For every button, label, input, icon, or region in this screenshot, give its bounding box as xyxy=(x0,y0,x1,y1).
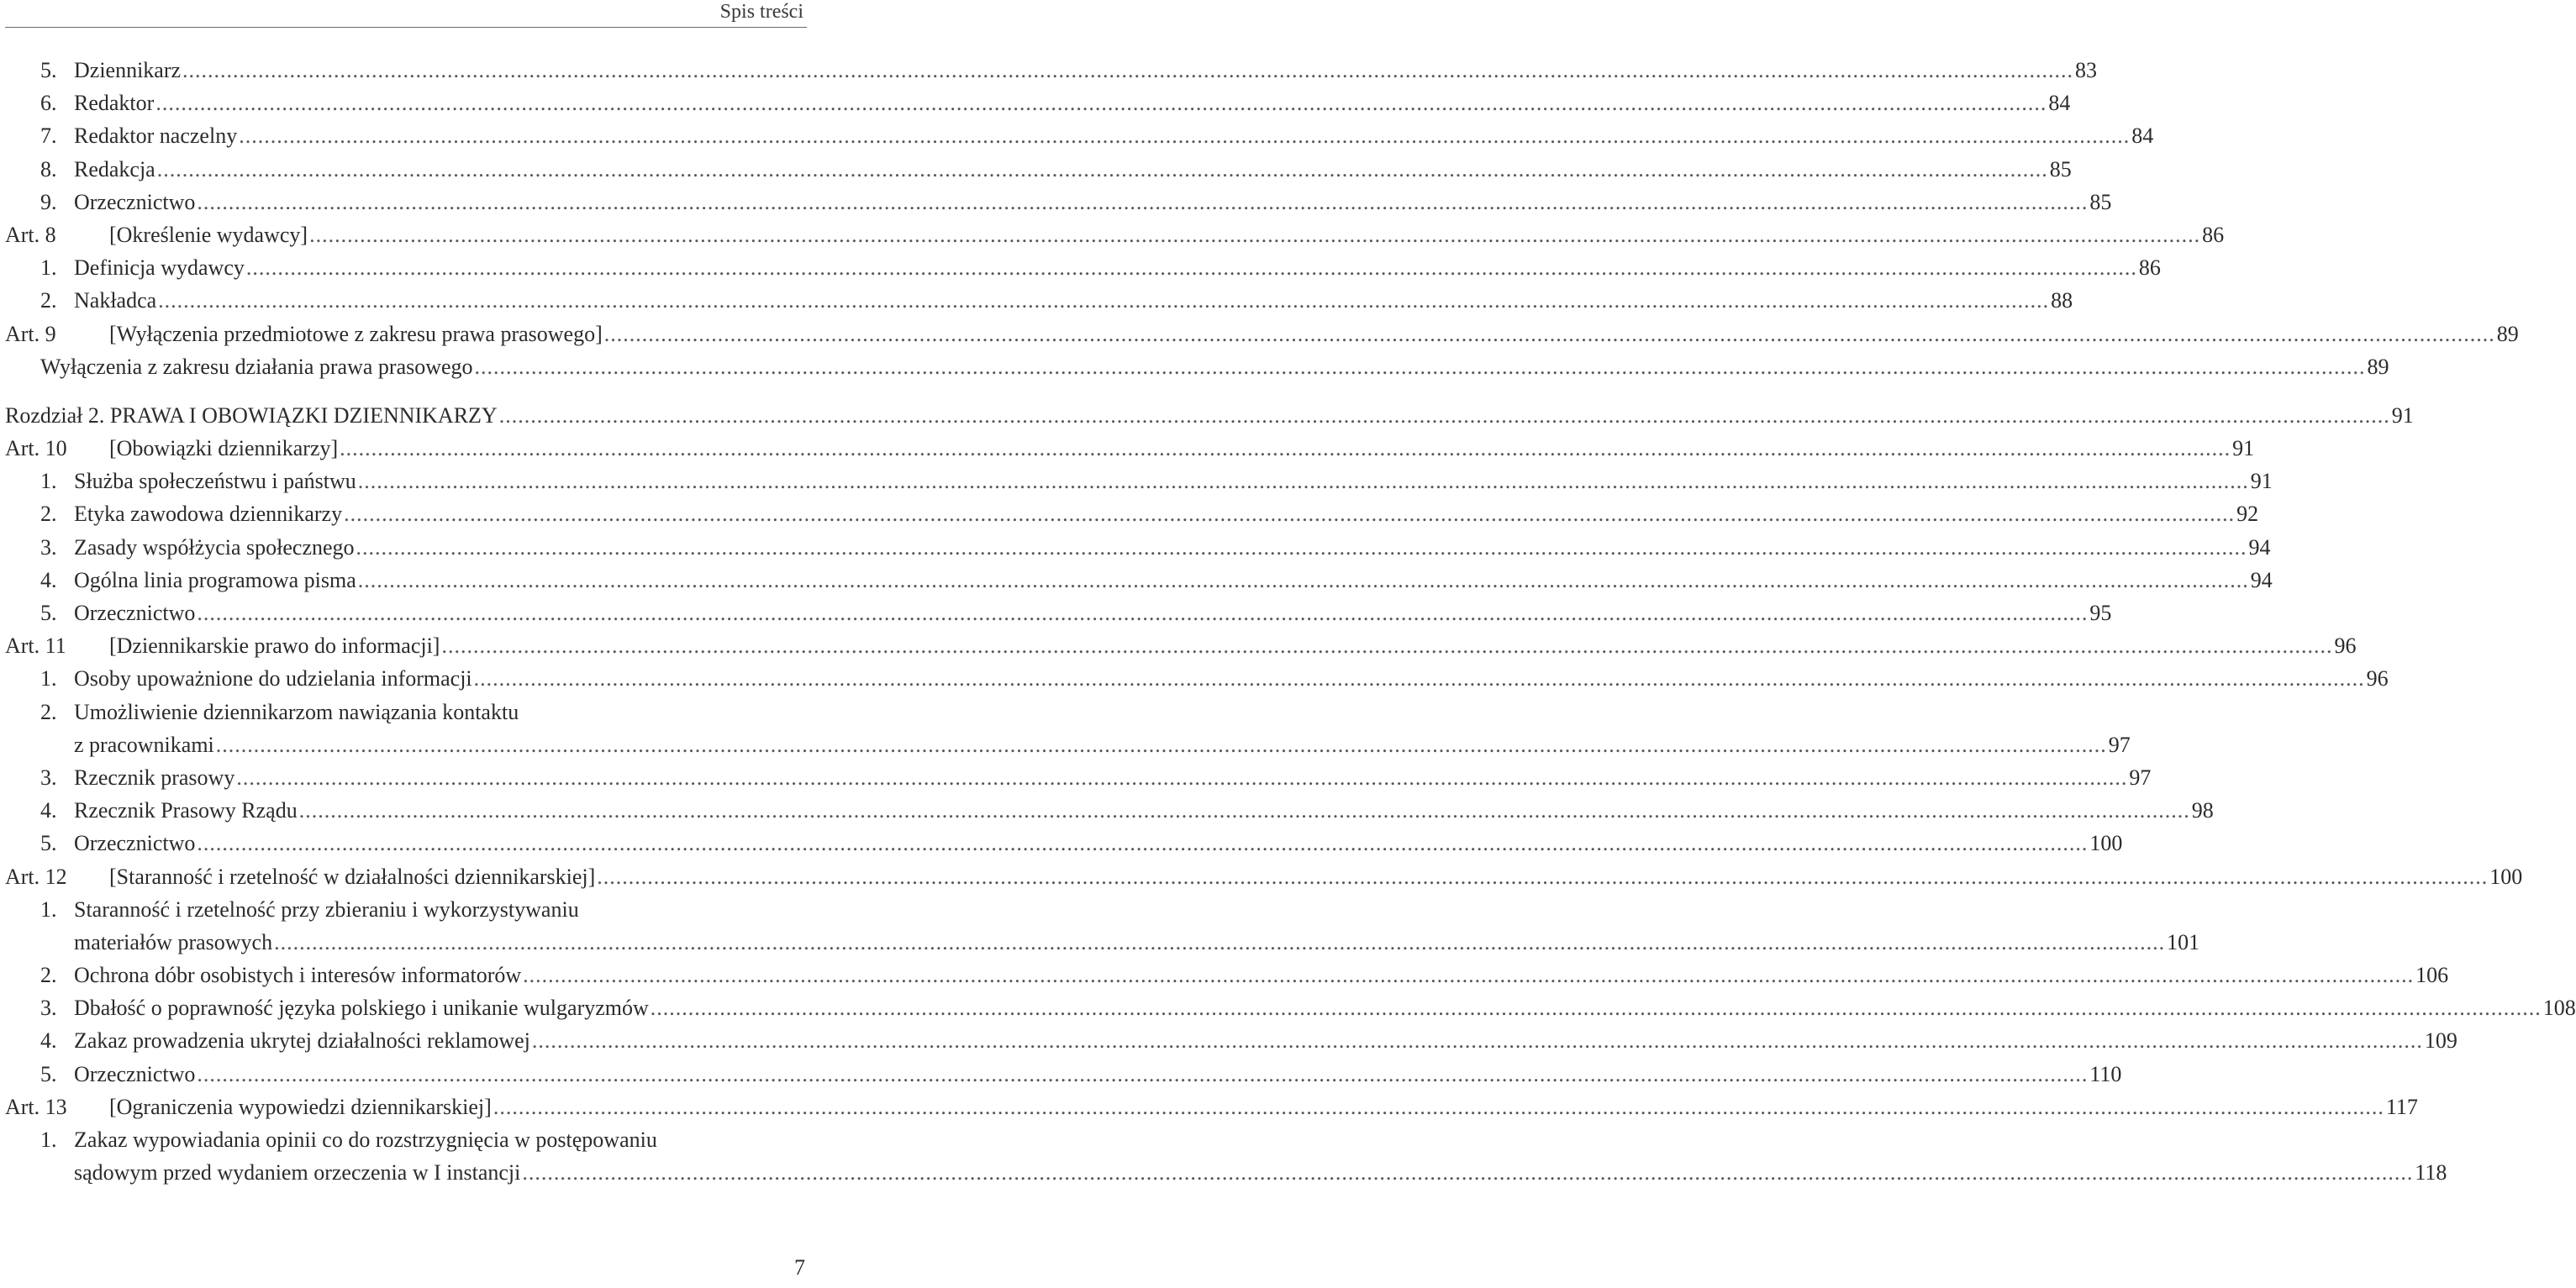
toc-item-entry xyxy=(0,564,2273,597)
entry-title-continued: materiałów prasowych xyxy=(74,929,273,954)
dot-leader: ............................................................................................................................................................................................................................................................................................................ xyxy=(357,469,2249,494)
page-ref: 88 xyxy=(2051,288,2073,313)
toc-item-entry xyxy=(0,794,2214,827)
toc-item-entry xyxy=(0,531,2271,564)
page-ref: 100 xyxy=(2489,864,2523,889)
dot-leader: ............................................................................................................................................................................................................................................................................................................ xyxy=(156,156,2048,181)
page-ref: 84 xyxy=(2131,124,2154,149)
page-ref: 97 xyxy=(2129,765,2152,790)
entry-title: Rzecznik Prasowy Rządu xyxy=(74,798,298,823)
page-ref: 91 xyxy=(2232,436,2255,461)
item-number: 3. xyxy=(40,534,57,560)
item-number: 8. xyxy=(40,156,57,181)
dot-leader: ............................................................................................................................................................................................................................................................................................................ xyxy=(523,963,2415,988)
toc-item-entry xyxy=(0,662,2389,695)
item-number: 2. xyxy=(40,502,57,527)
page-ref: 85 xyxy=(2049,156,2072,181)
dot-leader: ............................................................................................................................................................................................................................................................................................................ xyxy=(197,831,2089,856)
toc-item-entry xyxy=(0,827,2123,860)
entry-title: Ochrona dóbr osobistych i interesów informatorów xyxy=(74,963,522,988)
entry-title: Definicja wydawcy xyxy=(74,255,245,281)
dot-leader: ............................................................................................................................................................................................................................................................................................................ xyxy=(182,58,2074,82)
toc-item-entry xyxy=(0,893,2200,959)
toc-article-entry xyxy=(0,629,2357,662)
dot-leader: ............................................................................................................................................................................................................................................................................................................ xyxy=(236,765,2128,790)
page-ref: 84 xyxy=(2048,91,2071,116)
entry-title: Zakaz prowadzenia ukrytej działalności reklamowej xyxy=(74,1028,530,1054)
page-ref: 86 xyxy=(2138,255,2161,281)
entry-title: Redaktor naczelny xyxy=(74,124,238,149)
toc-item-entry xyxy=(0,959,2449,991)
item-number: 6. xyxy=(40,91,57,116)
dot-leader: ............................................................................................................................................................................................................................................................................................................ xyxy=(498,402,2390,428)
toc-item-entry xyxy=(0,696,2131,761)
item-number: 1. xyxy=(40,469,57,494)
entry-title: Rozdział 2. PRAWA I OBOWIĄZKI DZIENNIKARZY xyxy=(5,402,498,428)
item-number: 4. xyxy=(40,798,57,823)
dot-leader: ............................................................................................................................................................................................................................................................................................................ xyxy=(197,601,2089,625)
page-ref: 91 xyxy=(2391,402,2414,428)
dot-leader: ............................................................................................................................................................................................................................................................................................................ xyxy=(531,1028,2423,1054)
entry-title: Dziennikarz xyxy=(74,58,182,82)
entry-title: Ogólna linia programowa pisma xyxy=(74,567,356,592)
entry-title: Redaktor xyxy=(74,91,155,116)
toc-article-entry xyxy=(0,1091,2418,1123)
entry-title: Zasady współżycia społecznego xyxy=(74,534,355,560)
item-number: 2. xyxy=(40,288,57,313)
toc-article-entry xyxy=(0,432,2255,465)
page-ref: 100 xyxy=(2089,831,2123,856)
toc-item-entry xyxy=(0,153,2072,186)
toc-item-entry xyxy=(0,87,2071,119)
page-ref: 106 xyxy=(2415,963,2449,988)
toc-article-entry xyxy=(0,218,2225,251)
page-ref: 94 xyxy=(2250,567,2273,592)
page-ref: 98 xyxy=(2191,798,2214,823)
running-header-title: Spis treści xyxy=(719,1,803,23)
entry-title: [Wyłączenia przedmiotowe z zakresu prawa prasowego] xyxy=(109,321,603,346)
entry-title: Dbałość o poprawność języka polskiego i unikanie wulgaryzmów xyxy=(74,996,649,1021)
item-number: 5. xyxy=(40,58,57,82)
item-number: 5. xyxy=(40,601,57,625)
dot-leader: ............................................................................................................................................................................................................................................................................................................ xyxy=(309,222,2201,247)
dot-leader: ............................................................................................................................................................................................................................................................................................................ xyxy=(298,798,2190,823)
item-number: 2. xyxy=(40,963,57,988)
toc-item-entry xyxy=(0,597,2112,629)
toc-item-entry xyxy=(0,119,2154,152)
dot-leader: ............................................................................................................................................................................................................................................................................................................ xyxy=(155,91,2047,116)
page-ref: 89 xyxy=(2496,321,2519,346)
item-number: 3. xyxy=(40,996,57,1021)
page-ref: 95 xyxy=(2089,601,2112,625)
entry-title: Osoby upoważnione do udzielania informacji xyxy=(74,666,472,691)
entry-title: [Dziennikarskie prawo do informacji] xyxy=(109,633,440,659)
dot-leader: ............................................................................................................................................................................................................................................................................................................ xyxy=(356,534,2247,560)
page-ref: 85 xyxy=(2089,189,2112,214)
dot-leader: ............................................................................................................................................................................................................................................................................................................ xyxy=(197,189,2089,214)
dot-leader: ............................................................................................................................................................................................................................................................................................................ xyxy=(441,633,2333,659)
page-ref: 110 xyxy=(2089,1061,2122,1086)
toc-item-entry xyxy=(0,465,2273,497)
entry-title: [Określenie wydawcy] xyxy=(109,222,308,247)
entry-title: Orzecznictwo xyxy=(74,831,196,856)
dot-leader: ............................................................................................................................................................................................................................................................................................................ xyxy=(597,864,2489,889)
entry-title-continued: z pracownikami xyxy=(74,732,214,757)
toc-article-entry xyxy=(0,860,2523,893)
item-number: 4. xyxy=(40,1028,57,1054)
page-ref: 86 xyxy=(2202,222,2225,247)
entry-title: Etyka zawodowa dziennikarzy xyxy=(74,502,343,527)
running-header xyxy=(0,0,807,29)
toc-item-entry xyxy=(0,991,2576,1024)
entry-title: Rzecznik prasowy xyxy=(74,765,235,790)
item-number: 7. xyxy=(40,124,57,149)
table-of-contents xyxy=(0,54,2576,1189)
page-ref: 97 xyxy=(2108,732,2131,757)
item-number: 1. xyxy=(40,896,57,922)
article-number: Art. 13 xyxy=(5,1094,67,1119)
toc-item-entry xyxy=(0,284,2073,317)
page-ref: 89 xyxy=(2367,354,2389,379)
article-number: Art. 11 xyxy=(5,633,66,659)
dot-leader: ............................................................................................................................................................................................................................................................................................................ xyxy=(650,996,2542,1021)
toc-item-entry xyxy=(0,54,2098,87)
page-ref: 101 xyxy=(2167,929,2200,954)
dot-leader: ............................................................................................................................................................................................................................................................................................................ xyxy=(603,321,2495,346)
item-number: 9. xyxy=(40,189,57,214)
article-number: Art. 12 xyxy=(5,864,67,889)
dot-leader: ............................................................................................................................................................................................................................................................................................................ xyxy=(474,354,2366,379)
dot-leader: ............................................................................................................................................................................................................................................................................................................ xyxy=(473,666,2365,691)
item-number: 4. xyxy=(40,567,57,592)
entry-title: [Obowiązki dziennikarzy] xyxy=(109,436,339,461)
toc-item-entry xyxy=(0,761,2152,794)
toc-plain-entry xyxy=(0,350,2389,383)
dot-leader: ............................................................................................................................................................................................................................................................................................................ xyxy=(197,1061,2089,1086)
dot-leader: ............................................................................................................................................................................................................................................................................................................ xyxy=(274,929,2166,954)
page-ref: 108 xyxy=(2542,996,2576,1021)
article-number: Art. 8 xyxy=(5,222,56,247)
page-ref: 91 xyxy=(2250,469,2273,494)
entry-title: Nakładca xyxy=(74,288,157,313)
entry-title: Staranność i rzetelność przy zbieraniu i wykorzystywaniu xyxy=(74,896,579,922)
entry-title: [Staranność i rzetelność w działalności dziennikarskiej] xyxy=(109,864,596,889)
page-ref: 118 xyxy=(2415,1160,2447,1185)
page-ref: 117 xyxy=(2385,1094,2418,1119)
entry-title: Służba społeczeństwu i państwu xyxy=(74,469,356,494)
item-number: 5. xyxy=(40,1061,57,1086)
header-rule xyxy=(5,27,807,28)
item-number: 1. xyxy=(40,666,57,691)
entry-title: Umożliwienie dziennikarzom nawiązania kontaktu xyxy=(74,699,519,724)
page-ref: 96 xyxy=(2366,666,2389,691)
article-number: Art. 9 xyxy=(5,321,56,346)
dot-leader: ............................................................................................................................................................................................................................................................................................................ xyxy=(340,436,2231,461)
entry-title-continued: sądowym przed wydaniem orzeczenia w I instancji xyxy=(74,1160,521,1185)
entry-title: Zakaz wypowiadania opinii co do rozstrzygnięcia w postępowaniu xyxy=(74,1128,657,1153)
entry-title: Orzecznictwo xyxy=(74,1061,196,1086)
toc-item-entry xyxy=(0,186,2112,218)
dot-leader: ............................................................................................................................................................................................................................................................................................................ xyxy=(245,255,2137,281)
toc-item-entry xyxy=(0,497,2259,530)
entry-title: Redakcja xyxy=(74,156,155,181)
toc-item-entry xyxy=(0,1058,2122,1091)
entry-title: Orzecznictwo xyxy=(74,601,196,625)
page-ref: 109 xyxy=(2424,1028,2457,1054)
dot-leader: ............................................................................................................................................................................................................................................................................................................ xyxy=(522,1160,2414,1185)
item-number: 1. xyxy=(40,1128,57,1153)
dot-leader: ............................................................................................................................................................................................................................................................................................................ xyxy=(344,502,2236,527)
entry-title: [Ograniczenia wypowiedzi dziennikarskiej] xyxy=(109,1094,492,1119)
page-ref: 96 xyxy=(2334,633,2357,659)
toc-chapter-entry xyxy=(0,399,2414,432)
toc-item-entry xyxy=(0,251,2161,284)
page-number: 7 xyxy=(794,1255,805,1280)
dot-leader: ............................................................................................................................................................................................................................................................................................................ xyxy=(239,124,2131,149)
entry-title: Wyłączenia z zakresu działania prawa prasowego xyxy=(40,354,473,379)
dot-leader: ............................................................................................................................................................................................................................................................................................................ xyxy=(158,288,2050,313)
item-number: 5. xyxy=(40,831,57,856)
toc-article-entry xyxy=(0,318,2519,350)
item-number: 1. xyxy=(40,255,57,281)
toc-item-entry xyxy=(0,1024,2457,1057)
dot-leader: ............................................................................................................................................................................................................................................................................................................ xyxy=(493,1094,2384,1119)
entry-title: Orzecznictwo xyxy=(74,189,196,214)
toc-item-entry xyxy=(0,1123,2447,1189)
item-number: 2. xyxy=(40,699,57,724)
dot-leader: ............................................................................................................................................................................................................................................................................................................ xyxy=(357,567,2249,592)
page-ref: 94 xyxy=(2248,534,2271,560)
dot-leader: ............................................................................................................................................................................................................................................................................................................ xyxy=(215,732,2107,757)
article-number: Art. 10 xyxy=(5,436,67,461)
page-ref: 92 xyxy=(2236,502,2259,527)
item-number: 3. xyxy=(40,765,57,790)
page-ref: 83 xyxy=(2075,58,2098,82)
